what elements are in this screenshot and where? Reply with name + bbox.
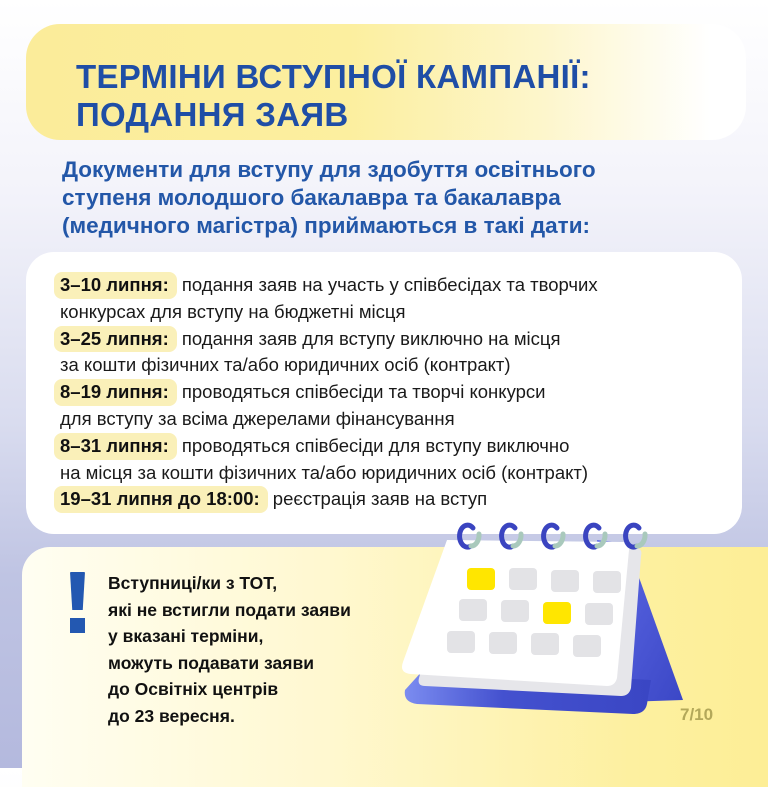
- calendar-icon: [395, 510, 695, 720]
- notice-line: до 23 вересня.: [108, 705, 235, 726]
- schedule-text: проводяться співбесіди для вступу виключно: [181, 434, 570, 456]
- schedule-text: на місця за кошти фізичних та/або юридичних осіб (контракт): [60, 461, 589, 483]
- schedule-text: конкурсах для вступу на бюджетні місця: [60, 300, 406, 322]
- notice-line: у вказані терміни,: [108, 626, 264, 646]
- schedule-text: подання заяв на участь у співбесідах та творчих: [181, 274, 598, 295]
- notice-line: які не встигли подати заяви: [108, 599, 351, 620]
- title-line-2: ПОДАННЯ ЗАЯВ: [76, 96, 349, 133]
- schedule-item: [60, 433, 598, 460]
- notice-line: можуть подавати заяви: [108, 652, 314, 673]
- notice-line: Вступниці/ки з ТОТ,: [108, 573, 278, 593]
- title-line-1: ТЕРМІНИ ВСТУПНОЇ КАМПАНІЇ:: [76, 58, 591, 95]
- schedule-item: [60, 326, 598, 353]
- exclamation-icon: [70, 572, 86, 633]
- notice-line: до Освітніх центрів: [108, 679, 279, 699]
- schedule-text: для вступу за всіма джерелами фінансування: [60, 407, 455, 429]
- schedule-text: за кошти фізичних та/або юридичних осіб (контракт): [60, 354, 511, 376]
- schedule-text: проводяться співбесіди та творчі конкурси: [181, 381, 546, 403]
- date-tag: 8–31 липня:: [54, 433, 177, 460]
- page-title: [76, 58, 591, 134]
- intro-line: Документи для вступу для здобуття освітнього: [62, 157, 596, 182]
- page-indicator: 7/10: [680, 705, 714, 724]
- intro-line: (медичного магістра) приймаються в такі дати:: [62, 213, 591, 238]
- intro-text: [62, 156, 742, 240]
- schedule-text: подання заяв для вступу виключно на місця: [181, 327, 561, 349]
- date-tag: 19–31 липня до 18:00:: [54, 486, 268, 513]
- notice-text: [108, 570, 351, 729]
- schedule-text: реєстрація заяв на вступ: [272, 488, 488, 510]
- date-tag: 3–10 липня:: [54, 272, 177, 299]
- date-tag: 3–25 липня:: [54, 326, 177, 353]
- schedule-item: [60, 379, 598, 406]
- schedule-item: [60, 272, 598, 299]
- intro-line: ступеня молодшого бакалавра та бакалавра: [62, 185, 561, 210]
- date-tag: 8–19 липня:: [54, 379, 177, 406]
- schedule-list: [60, 272, 598, 513]
